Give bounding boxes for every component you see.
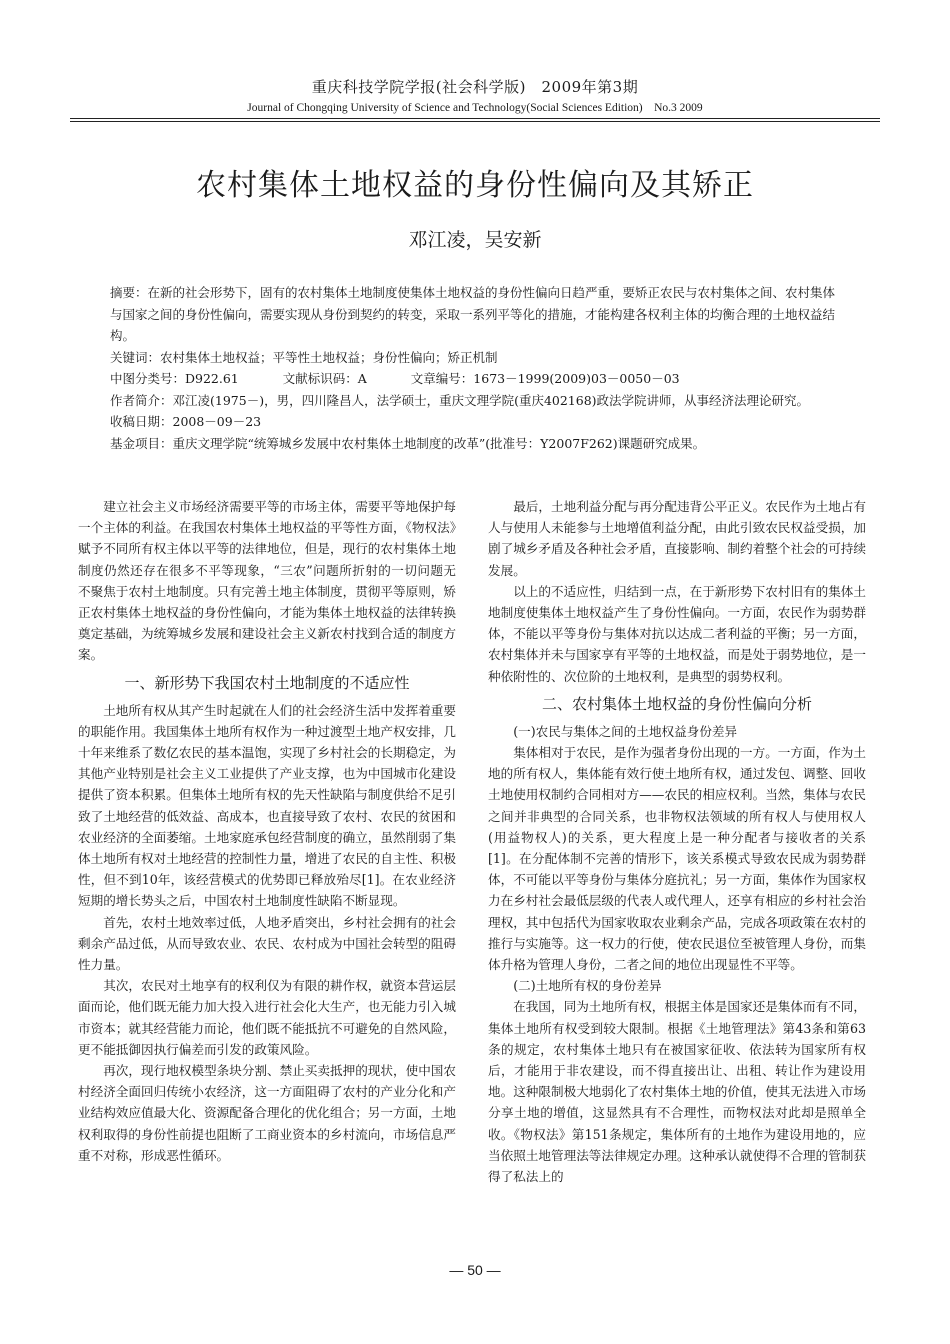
journal-header-cn: 重庆科技学院学报(社会科学版) 2009年第3期 — [311, 78, 639, 96]
right-column — [488, 496, 866, 1187]
author-bio: 作者简介：邓江凌(1975－)，男，四川隆昌人，法学硕士，重庆文理学院(重庆402168)政法学院讲师，从事经济法理论研究。 — [110, 392, 810, 408]
paragraph: 再次，现行地权模型条块分割、禁止买卖抵押的现状，使中国农村经济全面回归传统小农经济，这一方面阻碍了农村的产业分化和产业结构效应值最大化、资源配备合理化的优化组合；另一方面，土地权利取得的身份性前提也阻断了工商业资本的乡村流向，市场信息严重不对称，形成恶性循环。 — [78, 1063, 456, 1163]
document-code: 文献标识码：A — [282, 371, 367, 386]
fund-info: 基金项目：重庆文理学院“统筹城乡发展中农村集体土地制度的改革”(批准号：Y2007F262)课题研究成果。 — [110, 435, 706, 451]
page-number: — 50 — — [449, 1262, 501, 1278]
article-number: 文章编号：1673－1999(2009)03－0050－03 — [410, 371, 680, 386]
paragraph: 在我国，同为土地所有权，根据主体是国家还是集体而有不同，集体土地所有权受到较大限制。根据《土地管理法》第43条和第63条的规定，农村集体土地只有在被国家征收、依法转为国家所有权后，才能用于非农建设，而不得直接出让、出租、转让作为建设用地。这种限制极大地弱化了农村集体土地的价值，使其无法进入市场分享土地的增值，这显然具有不合理性，而物权法对此却是照单全收。《物权法》第151条规定，集体所有的土地作为建设用地的，应当依照土地管理法等法律规定办理。这种承认就使得不合理的管制获得了私法上的 — [488, 999, 866, 1185]
journal-header-en: Journal of Chongqing University of Science and Technology(Social Sciences Edition) No.3 2009 — [247, 102, 703, 114]
section-heading: 二、农村集体土地权益的身份性偏向分析 — [541, 694, 812, 713]
article-title: 农村集体土地权益的身份性偏向及其矫正 — [196, 168, 754, 203]
abstract: 摘要：在新的社会形势下，固有的农村集体土地制度使集体土地权益的身份性偏向日趋严重，要矫正农民与农村集体之间、农村集体与国家之间的身份性偏向，需要实现从身份到契约的转变，采取一系列平等化的措施，才能构建各权利主体的均衡合理的土地权益结构。 — [110, 285, 836, 343]
header-rule-secondary — [70, 121, 880, 122]
paragraph: 最后，土地利益分配与再分配违背公平正义。农民作为土地占有人与使用人未能参与土地增值利益分配，由此引致农民权益受损，加剧了城乡矛盾及各种社会矛盾，直接影响、制约着整个社会的可持续发展。 — [488, 499, 866, 578]
classification-line — [110, 368, 835, 390]
paragraph: 土地所有权从其产生时起就在人们的社会经济生活中发挥着重要的职能作用。我国集体土地所有权作为一种过渡型土地产权安排，几十年来维系了数亿农民的基本温饱，实现了乡村社会的长期稳定，为其他产业特别是社会主义工业提供了产业支撑，也为中国城市化建设提供了资本积累。但集体土地所有权的先天性缺陷与制度供给不足引致了土地经营的低效益、高成本，也直接导致了农村、农民的贫困和农业经济的全面萎缩。土地家庭承包经营制度的确立，虽然削弱了集体土地所有权对土地经营的控制性力量，增进了农民的自主性、积极性，但不到10年，该经营模式的优势即已释放殆尽[1]。在农业经济短期的增长势头之后，中国农村土地制度性缺陷不断显现。 — [78, 702, 456, 909]
paragraph: 首先，农村土地效率过低，人地矛盾突出，乡村社会拥有的社会剩余产品过低，从而导致农业、农民、农村成为中国社会转型的阻碍性力量。 — [78, 914, 456, 973]
subsection-heading: (一)农民与集体之间的土地权益身份差异 — [513, 723, 738, 739]
header-rule — [70, 118, 880, 119]
article-authors: 邓江凌，吴安新 — [408, 229, 542, 251]
received-date: 收稿日期：2008－09－23 — [110, 414, 262, 429]
paragraph: 以上的不适应性，归结到一点，在于新形势下农村旧有的集体土地制度使集体土地权益产生了身份性偏向。一方面，农民作为弱势群体，不能以平等身份与集体对抗以达成二者利益的平衡；另一方面，农村集体并未与国家享有平等的土地权益，而是处于弱势地位，是一种依附性的、次位阶的土地权利，是典型的弱势权利。 — [488, 583, 866, 684]
paragraph: 建立社会主义市场经济需要平等的市场主体，需要平等地保护每一个主体的利益。在我国农村集体土地权益的平等性方面，《物权法》赋予不同所有权主体以平等的法律地位，但是，现行的农村集体土地制度仍然还存在很多不平等现象，“三农”问题所折射的一切问题无不聚焦于农村土地制度。只有完善土地主体制度，贯彻平等原则，矫正农村集体土地权益的身份性偏向，才能为集体土地权益的法律转换奠定基础，为统筹城乡发展和建设社会主义新农村找到合适的制度方案。 — [78, 499, 456, 663]
subsection-heading: (二)土地所有权的身份差异 — [513, 978, 662, 994]
paragraph: 集体相对于农民，是作为强者身份出现的一方。一方面，作为土地的所有权人，集体能有效行使土地所有权，通过发包、调整、回收土地使用权制约合同相对方——农民的相应权利。当然，集体与农民之间并非典型的合同关系，也非物权法领域的所有权人与使用权人(用益物权人)的关系，更大程度上是一种分配者与接收者的关系[1]。在分配体制不完善的情形下，该关系模式导致农民成为弱势群体，不可能以平等身份与集体分庭抗礼；另一方面，集体作为国家权力在乡村社会最低层级的代表人或代理人，还享有相应的乡村社会治理权，其中包括代为国家收取农业剩余产品，完成各项政策在农村的推行与实施等。这一权力的行使，使农民退位至被管理人身份，而集体升格为管理人身份，二者之间的地位出现显性不平等。 — [488, 745, 866, 973]
section-heading: 一、新形势下我国农村土地制度的不适应性 — [124, 673, 410, 692]
left-column — [78, 496, 456, 1166]
keywords: 关键词：农村集体土地权益；平等性土地权益；身份性偏向；矫正机制 — [110, 349, 498, 365]
paragraph: 其次，农民对土地享有的权利仅为有限的耕作权，就资本营运层面而论，他们既无能力加大投入进行社会化大生产，也无能力引入城市资本；就其经营能力而论，他们既不能抵抗不可避免的自然风险，更不能抵御因执行偏差而引发的政策风险。 — [78, 978, 456, 1057]
clc-number: 中图分类号：D922.61 — [110, 371, 239, 386]
article-metadata — [110, 282, 835, 454]
